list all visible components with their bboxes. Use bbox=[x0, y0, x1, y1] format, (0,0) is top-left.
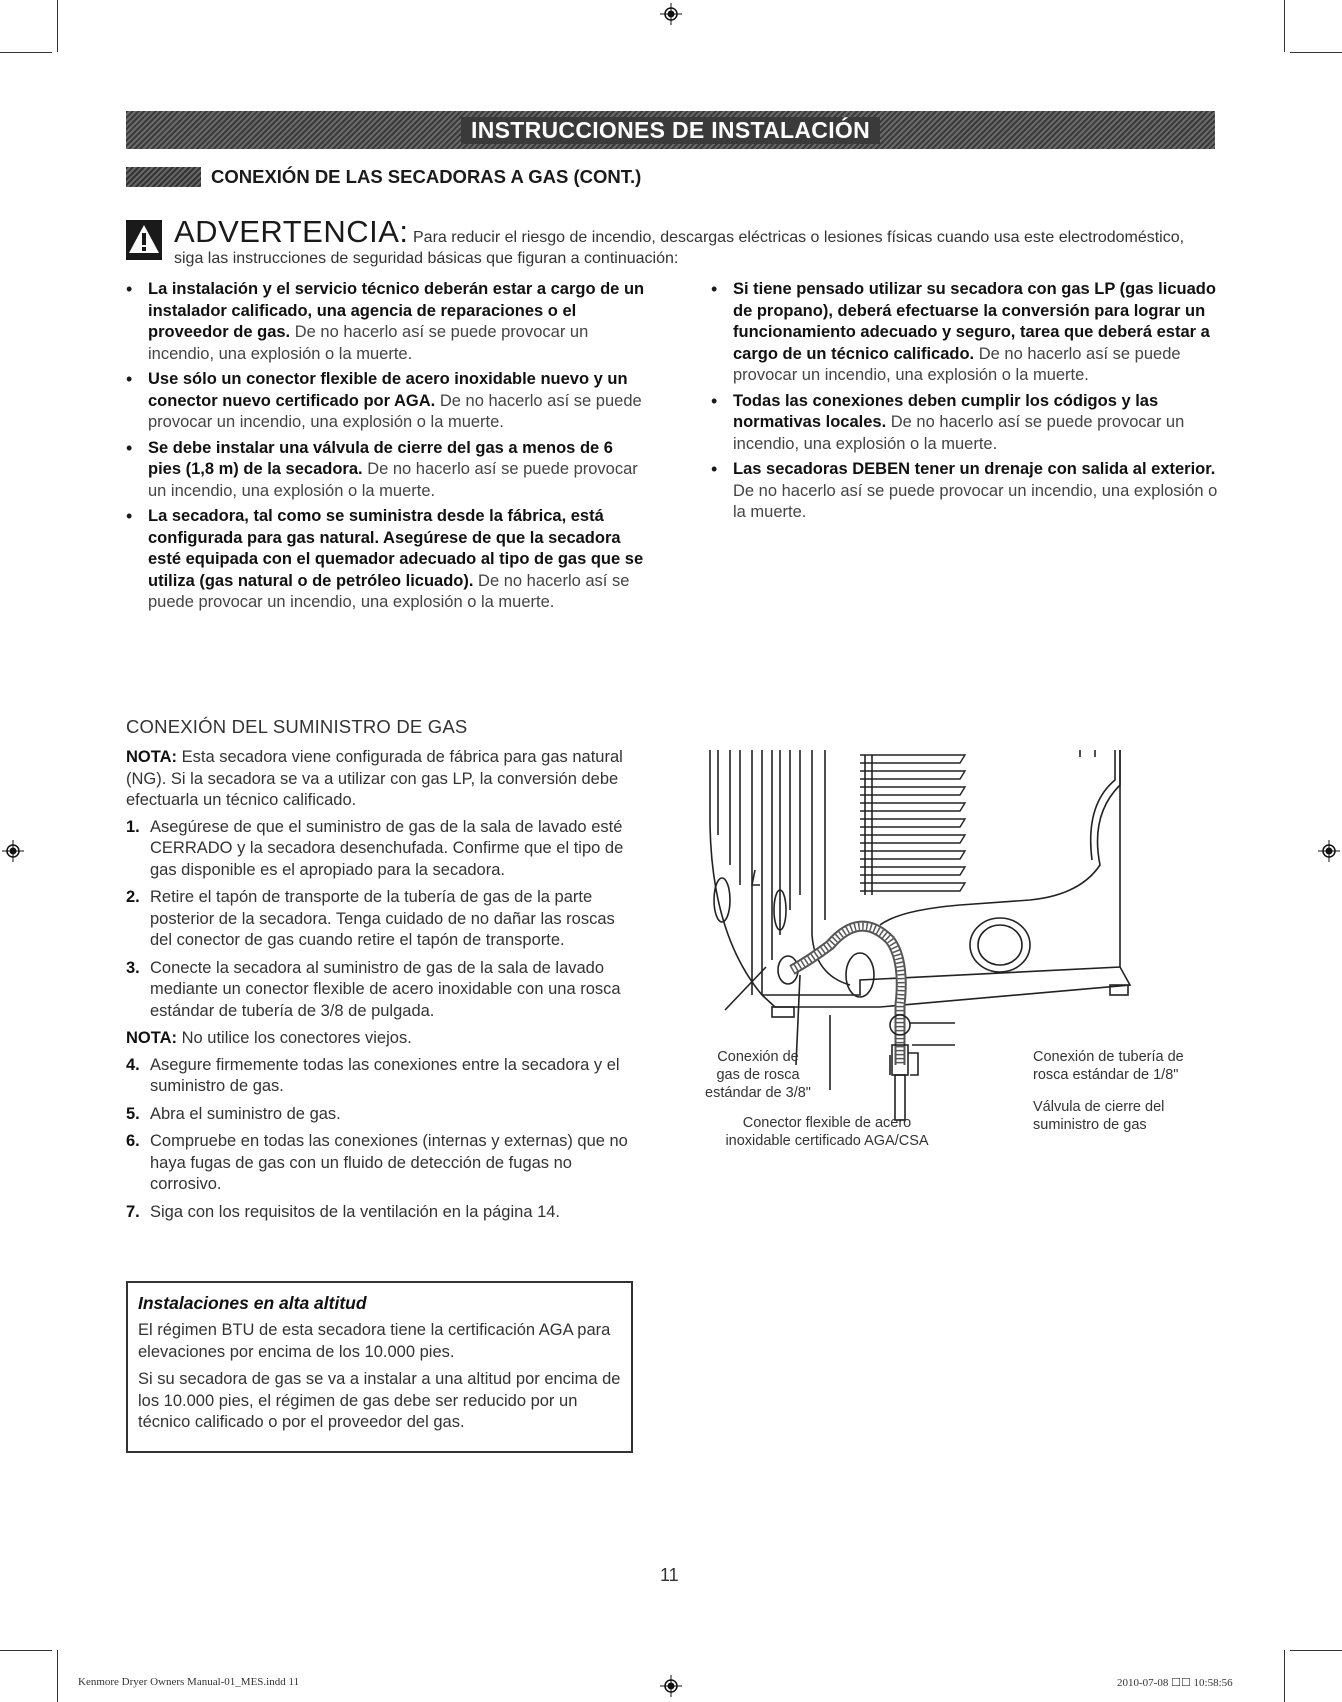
bullets-right bbox=[711, 279, 1226, 528]
warning-word: ADVERTENCIA: bbox=[174, 214, 409, 249]
page-number: 11 bbox=[660, 1565, 679, 1585]
list-item: • La instalación y el servicio técnico deberán estar a cargo de un instalador calificado, una agencia de reparaciones o el proveedor de gas. De no hacerlo así se puede provocar un incendio, una explosión o la muerte. bbox=[126, 279, 646, 365]
registration-mark-icon bbox=[1318, 840, 1340, 862]
crop-mark bbox=[57, 1650, 58, 1702]
label-pipe-thread: Conexión de tubería de rosca estándar de 1/8" bbox=[1033, 1049, 1184, 1083]
altitude-box bbox=[126, 1281, 633, 1453]
section-title: CONEXIÓN DE LAS SECADORAS A GAS (CONT.) bbox=[211, 166, 642, 187]
label-flexible-connector: Conector flexible de acero inoxidable certificado AGA/CSA bbox=[725, 1115, 929, 1149]
crop-mark bbox=[1284, 0, 1285, 52]
step-item: 5. Abra el suministro de gas. bbox=[126, 1104, 341, 1123]
registration-mark-icon bbox=[2, 840, 24, 862]
altitude-box-paragraph: El régimen BTU de esta secadora tiene la certificación AGA para elevaciones por encima de los 10.000 pies. bbox=[138, 1321, 611, 1361]
section-header bbox=[126, 166, 641, 188]
bullets-left bbox=[126, 279, 646, 618]
list-item: • Si tiene pensado utilizar su secadora con gas LP (gas licuado de propano), deberá efectuarse la conversión para lograr un funcionamiento adecuado y seguro, tarea que deberá estar a cargo de un técnico calificado. De no hacerlo así se puede provocar un incendio, una explosión o la muerte. bbox=[711, 279, 1226, 387]
warning-text-line1: Para reducir el riesgo de incendio, descargas eléctricas o lesiones físicas cuando usa este electrodoméstico, bbox=[413, 229, 1185, 246]
label-gas-thread: Conexión de gas de rosca estándar de 3/8" bbox=[705, 1049, 811, 1101]
crop-mark bbox=[57, 0, 58, 52]
step-item: 2. Retire el tapón de transporte de la tubería de gas de la parte posterior de la secadora. Tenga cuidado de no dañar las roscas del conector de gas cuando retire el tapón de transporte. bbox=[126, 888, 615, 949]
note-paragraph: NOTA: Esta secadora viene configurada de fábrica para gas natural (NG). Si la secadora se va a utilizar con gas LP, la conversión debe efectuarla un técnico calificado. bbox=[126, 748, 623, 809]
supply-heading: CONEXIÓN DEL SUMINISTRO DE GAS bbox=[126, 716, 468, 737]
crop-mark bbox=[0, 1650, 52, 1651]
label-shutoff-valve: Válvula de cierre del suministro de gas bbox=[1033, 1099, 1165, 1133]
list-item: • Use sólo un conector flexible de acero inoxidable nuevo y un conector nuevo certificado por AGA. De no hacerlo así se puede provocar un incendio, una explosión o la muerte. bbox=[126, 369, 646, 434]
warning-triangle-icon bbox=[126, 220, 162, 260]
altitude-box-paragraph: Si su secadora de gas se va a instalar a una altitud por encima de los 10.000 pies, el régimen de gas debe ser reducido por un técnico calificado o por el proveedor del gas. bbox=[138, 1370, 621, 1431]
step-item: 1. Asegúrese de que el suministro de gas de la sala de lavado esté CERRADO y la secadora desenchufada. Confirme que el tipo de gas disponible es el apropiado para la secadora. bbox=[126, 817, 624, 879]
list-item: • Las secadoras DEBEN tener un drenaje con salida al exterior. De no hacerlo así se puede provocar un incendio, una explosión o la muerte. bbox=[711, 459, 1226, 524]
step-item: 7. Siga con los requisitos de la ventilación en la página 14. bbox=[126, 1202, 561, 1221]
crop-mark bbox=[1290, 52, 1342, 53]
step-item: 6. Compruebe en todas las conexiones (internas y externas) que no haya fugas de gas con un fluido de detección de fugas no corrosivo. bbox=[126, 1132, 628, 1193]
registration-mark-icon bbox=[660, 3, 682, 25]
step-item: 3. Conecte la secadora al suministro de gas de la sala de lavado mediante un conector flexible de acero inoxidable con una rosca estándar de tubería de 3/8 de pulgada. bbox=[126, 958, 621, 1020]
footer-timestamp: 2010-07-08 ☐☐ 10:58:56 bbox=[1117, 1677, 1233, 1689]
altitude-box-title: Instalaciones en alta altitud bbox=[138, 1293, 367, 1313]
step-item: 4. Asegure firmemente todas las conexiones entre la secadora y el suministro de gas. bbox=[126, 1055, 620, 1095]
banner-title: INSTRUCCIONES DE INSTALACIÓN bbox=[461, 117, 880, 144]
registration-mark-icon bbox=[660, 1675, 682, 1697]
footer-filename: Kenmore Dryer Owners Manual-01_MES.indd 11 bbox=[78, 1676, 300, 1688]
supply-instructions bbox=[126, 747, 638, 1229]
list-item: • Se debe instalar una válvula de cierre del gas a menos de 6 pies (1,8 m) de la secadora. De no hacerlo así se puede provocar un incendio, una explosión o la muerte. bbox=[126, 438, 646, 503]
crop-mark bbox=[1290, 1650, 1342, 1651]
crop-mark bbox=[1284, 1650, 1285, 1702]
page-banner bbox=[126, 111, 1215, 149]
section-marker bbox=[126, 167, 201, 187]
list-item: • La secadora, tal como se suministra desde la fábrica, está configurada para gas natural. Asegúrese de que la secadora esté equipada con el quemador adecuado al tipo de gas que se utiliza (gas natural o de petróleo licuado). De no hacerlo así se puede provocar un incendio, una explosión o la muerte. bbox=[126, 506, 646, 614]
crop-mark bbox=[0, 52, 52, 53]
warning-text-line2: siga las instrucciones de seguridad básicas que figuran a continuación: bbox=[174, 250, 679, 267]
note-paragraph: NOTA: No utilice los conectores viejos. bbox=[126, 1029, 412, 1047]
list-item: • Todas las conexiones deben cumplir los códigos y las normativas locales. De no hacerlo así se puede provocar un incendio, una explosión o la muerte. bbox=[711, 391, 1226, 456]
